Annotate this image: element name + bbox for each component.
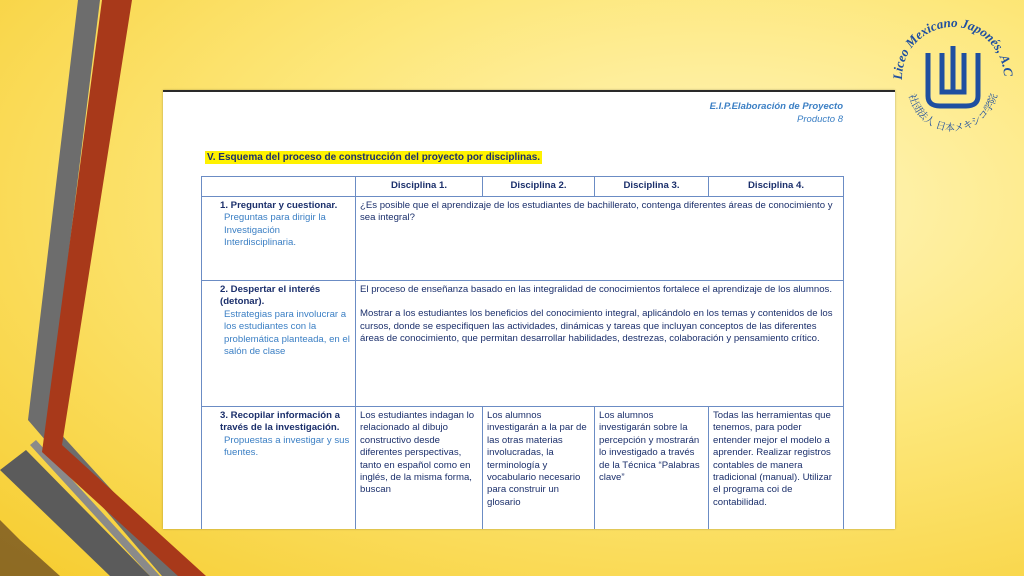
- row-title: 2. Despertar el interés (detonar).: [220, 284, 321, 308]
- row-label-cell: [202, 197, 356, 281]
- row-title: 3. Recopilar información a través de la investigación.: [220, 410, 340, 434]
- content-paragraph: Mostrar a los estudiantes los beneficios del conocimiento integral, aplicándolo en los temas y contenidos de los cursos, donde se especifiquen las actividades, dinámicas y tareas que incluyan conceptos de las diferentes áreas de conocimiento, que permitan desarrollar habilidades, destrezas, colaboración y pensamiento crítico.: [360, 308, 833, 345]
- discipline-3-cell: Los alumnos investigarán sobre la percepción y mostrarán lo investigado a través de la Técnica “Palabras clave”: [595, 407, 709, 530]
- row-label-cell: [202, 407, 356, 530]
- table-header-row: [202, 177, 844, 197]
- row-content: [356, 281, 844, 407]
- row-label-cell: [202, 281, 356, 407]
- row-content: ¿Es posible que el aprendizaje de los estudiantes de bachillerato, contenga diferentes áreas de conocimiento y sea integral?: [356, 197, 844, 281]
- row-description: Preguntas para dirigir la Investigación Interdisciplinaria.: [224, 212, 326, 249]
- table-row: [202, 407, 844, 530]
- project-document: [163, 90, 895, 529]
- table-row: [202, 197, 844, 281]
- table-row: [202, 281, 844, 407]
- column-header: Disciplina 4.: [709, 177, 844, 197]
- school-logo: [888, 8, 1018, 138]
- column-header: Disciplina 2.: [483, 177, 595, 197]
- document-header: [710, 100, 843, 126]
- discipline-1-cell: Los estudiantes indagan lo relacionado al dibujo constructivo desde diferentes perspectivas, tanto en español como en inglés, de la misma forma, buscan: [356, 407, 483, 530]
- logo-top-text: Liceo Mexicano Japonés, A.C: [889, 14, 1017, 80]
- section-title: V. Esquema del proceso de construcción del proyecto por disciplinas.: [207, 152, 541, 163]
- discipline-2-cell: Los alumnos investigarán a la par de las otras materias involucradas, la terminología y vocabulario necesario para construir un glosario: [483, 407, 595, 530]
- discipline-4-cell: Todas las herramientas que tenemos, para poder entender mejor el modelo a aprender. Realizar registros contables de manera tradicional (manual). Utilizar el programa coi de contabilidad.: [709, 407, 844, 530]
- logo-mark-icon: [928, 46, 978, 106]
- disciplines-table: [201, 176, 844, 529]
- logo-bottom-text: 社団法人 日本メキシコ学院: [905, 92, 1001, 135]
- header-subtitle: E.I.P.Elaboración de Proyecto: [709, 101, 843, 112]
- column-header: [202, 177, 356, 197]
- row-description: Propuestas a investigar y sus fuentes.: [224, 434, 350, 459]
- content-paragraph: El proceso de enseñanza basado en las integralidad de conocimientos fortalece el aprendizaje de los alumnos.: [360, 284, 832, 295]
- row-description: Estrategias para involucrar a los estudiantes con la problemática planteada, en el salón de clase: [224, 308, 350, 358]
- row-title: 1. Preguntar y cuestionar.: [220, 200, 338, 211]
- header-code: Producto 8: [797, 114, 843, 125]
- column-header: Disciplina 3.: [595, 177, 709, 197]
- svg-text:社団法人 日本メキシコ学院: [906, 92, 1000, 134]
- column-header: Disciplina 1.: [356, 177, 483, 197]
